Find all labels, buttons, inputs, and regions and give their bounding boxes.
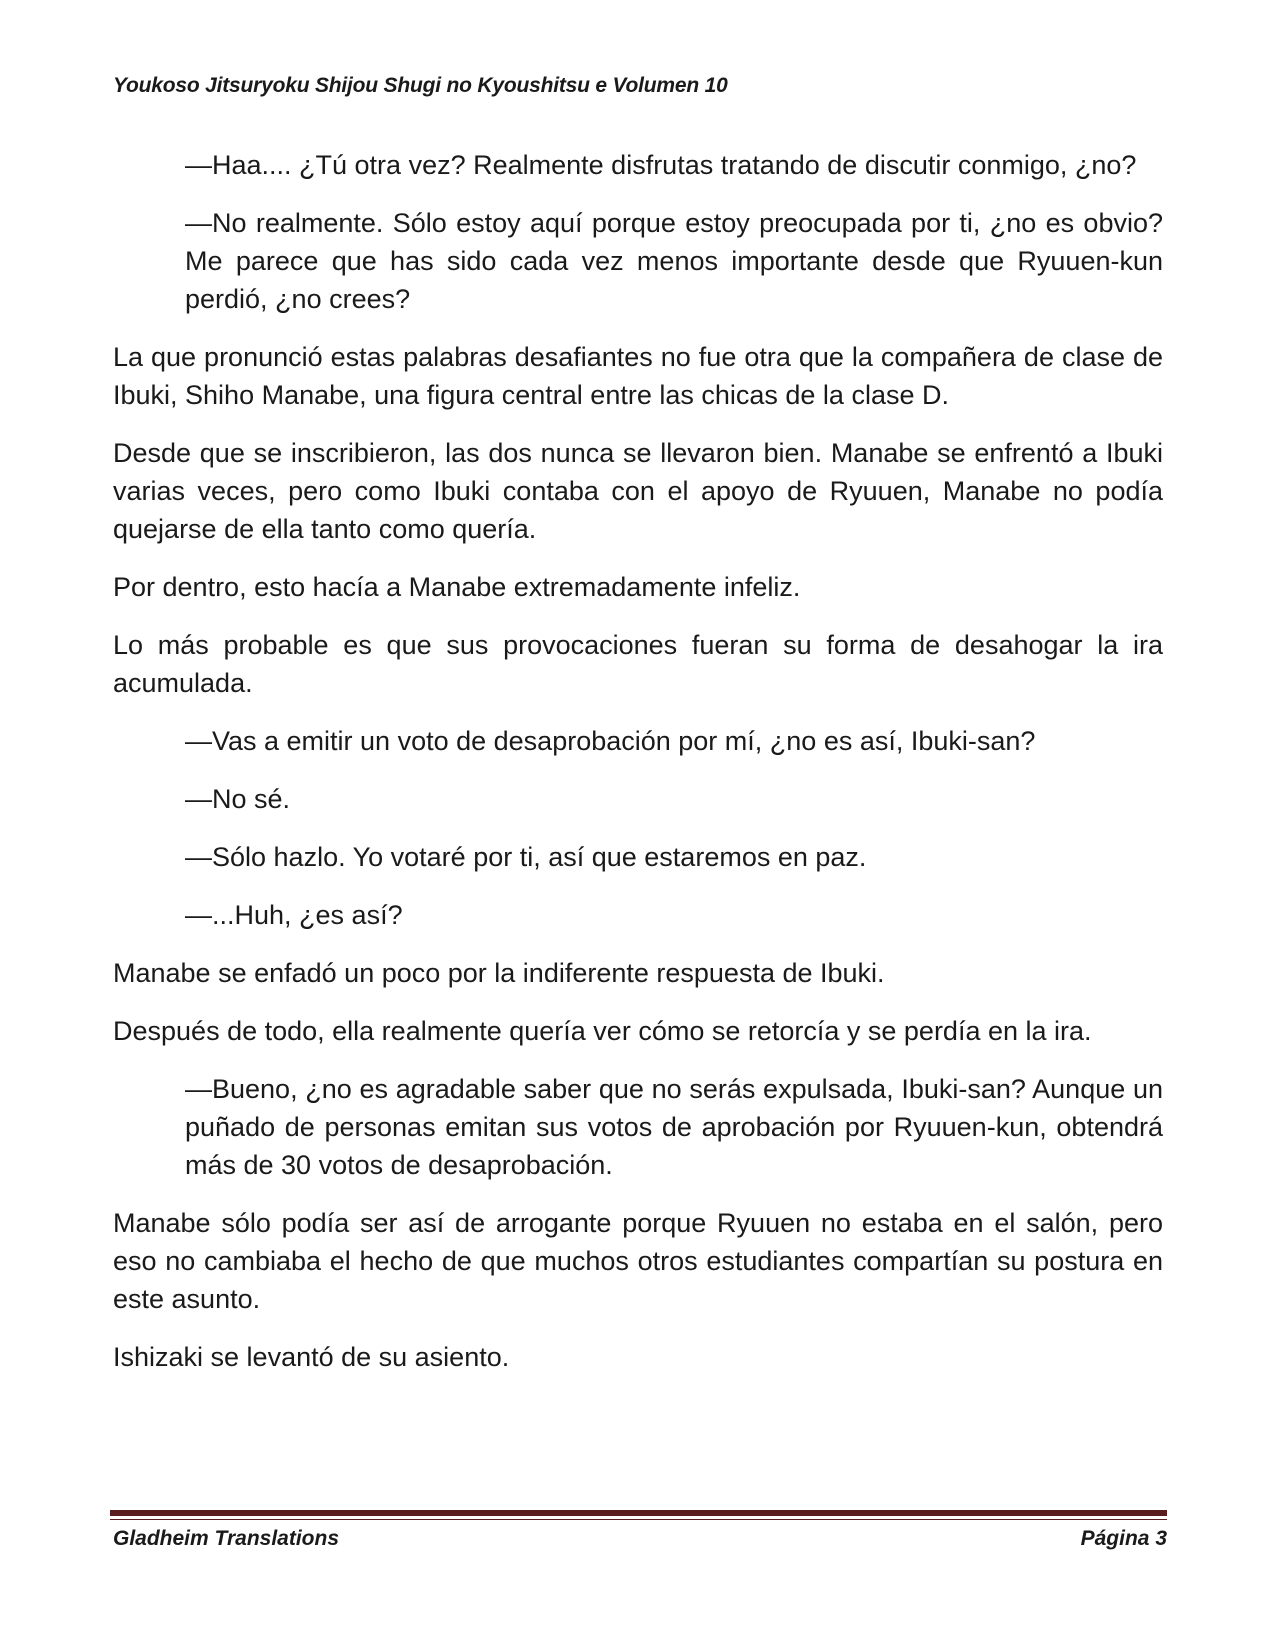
dialogue-paragraph: —...Huh, ¿es así?	[185, 900, 403, 930]
narration-paragraph: Por dentro, esto hacía a Manabe extremadamente infeliz.	[113, 572, 801, 602]
narration-paragraph: Después de todo, ella realmente quería ver cómo se retorcía y se perdía en la ira.	[113, 1016, 1092, 1046]
dialogue-paragraph: —No sé.	[185, 784, 291, 814]
narration-paragraph: Manabe sólo podía ser así de arrogante porque Ryuuen no estaba en el salón, pero eso no cambiaba el hecho de que muchos otros estudiantes compartían su postura en este asunto.	[113, 1208, 1163, 1314]
narration-paragraph: Lo más probable es que sus provocaciones fueran su forma de desahogar la ira acumulada.	[113, 630, 1163, 698]
dialogue-paragraph: —Vas a emitir un voto de desaprobación por mí, ¿no es así, Ibuki-san?	[185, 726, 1036, 756]
dialogue-paragraph: —No realmente. Sólo estoy aquí porque estoy preocupada por ti, ¿no es obvio? Me parece que has sido cada vez menos importante desde que Ryuuen-kun perdió, ¿no crees?	[185, 208, 1163, 314]
footer-rule-thick	[110, 1510, 1167, 1516]
dialogue-paragraph: —Bueno, ¿no es agradable saber que no serás expulsada, Ibuki-san? Aunque un puñado de personas emitan sus votos de aprobación por Ryuuen-kun, obtendrá más de 30 votos de desaprobación.	[185, 1074, 1163, 1180]
page-body	[113, 146, 1163, 1396]
footer-credit: Gladheim Translations	[113, 1527, 340, 1550]
page-number: Página 3	[1080, 1527, 1167, 1550]
narration-paragraph: La que pronunció estas palabras desafiantes no fue otra que la compañera de clase de Ibuki, Shiho Manabe, una figura central entre las chicas de la clase D.	[113, 342, 1163, 410]
running-header: Youkoso Jitsuryoku Shijou Shugi no Kyoushitsu e Volumen 10	[113, 74, 728, 97]
narration-paragraph: Desde que se inscribieron, las dos nunca se llevaron bien. Manabe se enfrentó a Ibuki varias veces, pero como Ibuki contaba con el apoyo de Ryuuen, Manabe no podía quejarse de ella tanto como quería.	[113, 438, 1163, 544]
footer-rule-thin	[110, 1519, 1167, 1520]
narration-paragraph: Ishizaki se levantó de su asiento.	[113, 1342, 510, 1372]
dialogue-paragraph: —Sólo hazlo. Yo votaré por ti, así que estaremos en paz.	[185, 842, 867, 872]
narration-paragraph: Manabe se enfadó un poco por la indiferente respuesta de Ibuki.	[113, 958, 885, 988]
dialogue-paragraph: —Haa.... ¿Tú otra vez? Realmente disfrutas tratando de discutir conmigo, ¿no?	[185, 150, 1137, 180]
